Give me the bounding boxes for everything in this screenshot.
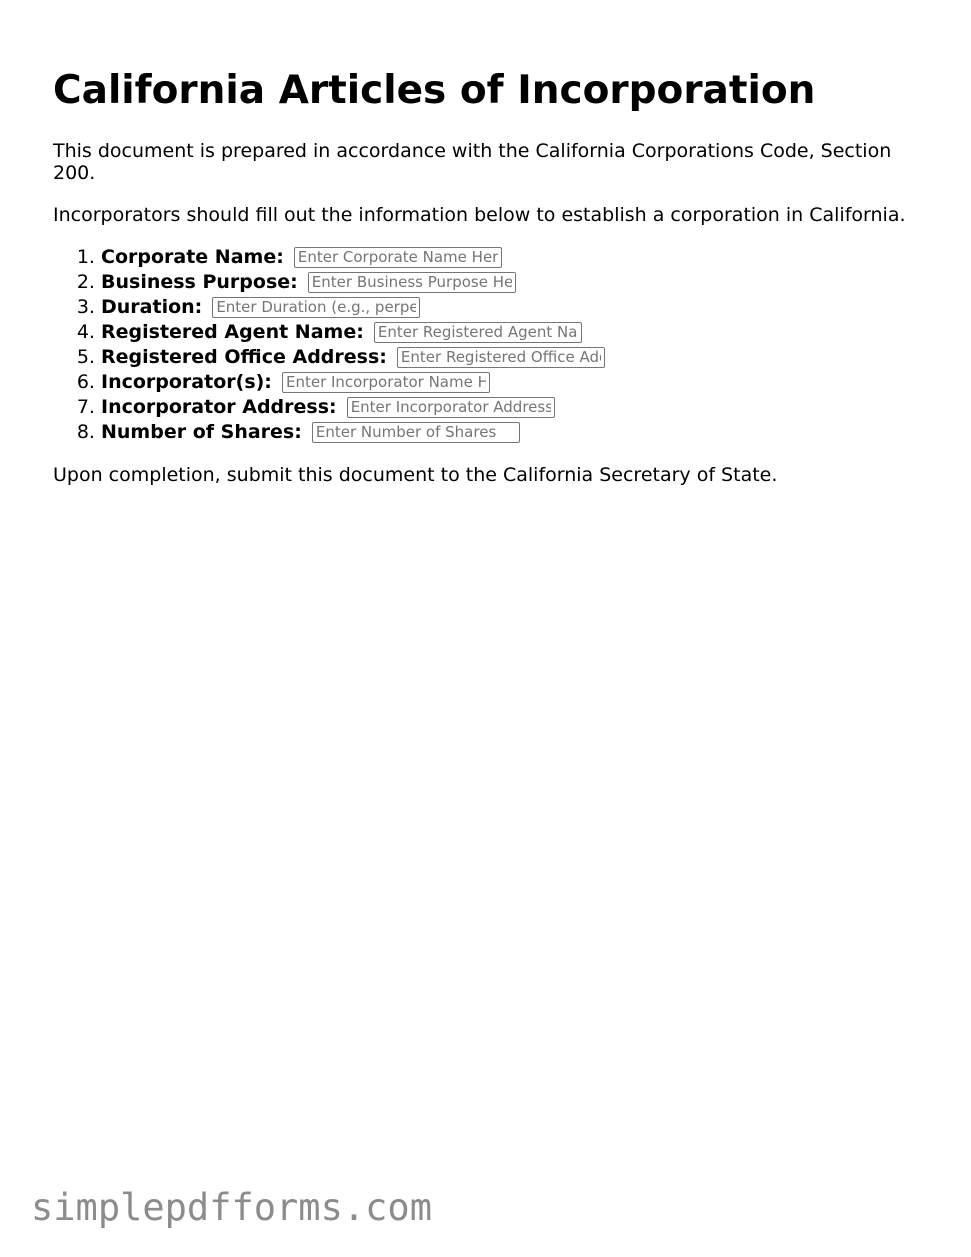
duration-input[interactable]	[212, 297, 420, 318]
page-title: California Articles of Incorporation	[53, 68, 816, 113]
form-item-incorporators	[101, 370, 605, 395]
business-purpose-input[interactable]	[308, 272, 516, 293]
field-label: Registered Agent Name:	[101, 321, 364, 343]
form-item-corporate-name	[101, 245, 605, 270]
field-label: Registered Office Address:	[101, 346, 387, 368]
form-field-list	[53, 245, 605, 445]
number-of-shares-input[interactable]	[312, 422, 520, 443]
corporate-name-input[interactable]	[294, 247, 502, 268]
form-item-number-of-shares	[101, 420, 605, 445]
closing-paragraph: Upon completion, submit this document to the California Secretary of State.	[53, 464, 778, 486]
form-item-duration	[101, 295, 605, 320]
registered-agent-name-input[interactable]	[374, 322, 582, 343]
incorporator-address-input[interactable]	[347, 397, 555, 418]
form-item-registered-office-address	[101, 345, 605, 370]
form-item-registered-agent-name	[101, 320, 605, 345]
form-item-business-purpose	[101, 270, 605, 295]
watermark-text: simplepdfforms.com	[31, 1186, 432, 1229]
field-label: Duration:	[101, 296, 203, 318]
registered-office-address-input[interactable]	[397, 347, 605, 368]
field-label: Corporate Name:	[101, 246, 284, 268]
field-label: Business Purpose:	[101, 271, 298, 293]
field-label: Incorporator(s):	[101, 371, 272, 393]
field-label: Number of Shares:	[101, 421, 302, 443]
instructions-paragraph: Incorporators should fill out the information below to establish a corporation in California.	[53, 204, 906, 226]
form-item-incorporator-address	[101, 395, 605, 420]
incorporator-name-input[interactable]	[282, 372, 490, 393]
intro-paragraph: This document is prepared in accordance with the California Corporations Code, Section 200.	[53, 140, 892, 184]
field-label: Incorporator Address:	[101, 396, 337, 418]
